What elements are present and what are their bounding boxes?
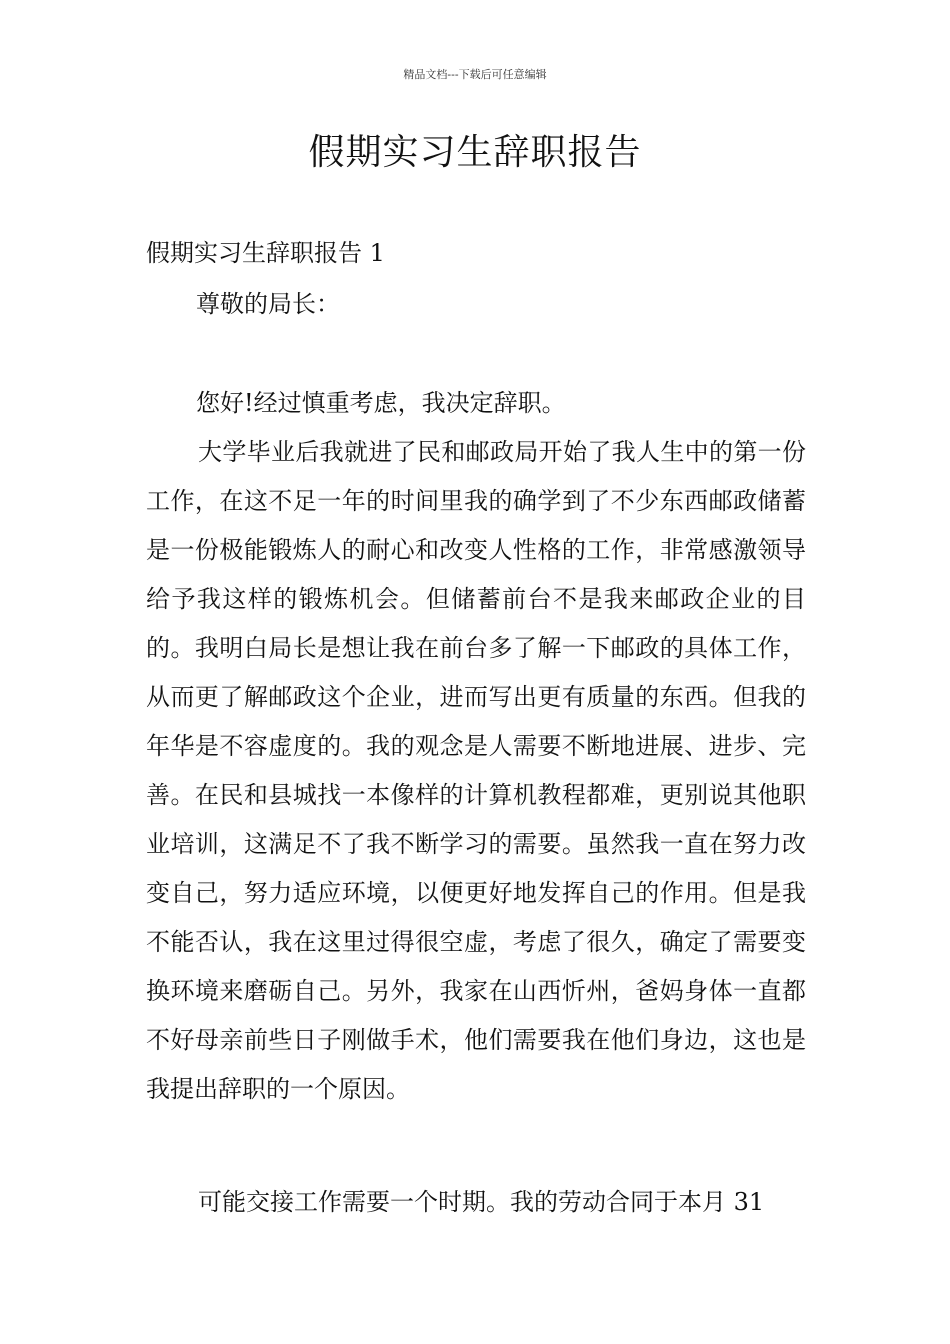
body-paragraph: 大学毕业后我就进了民和邮政局开始了我人生中的第一份工作，在这不足一年的时间里我的确学到了不少东西邮政储蓄是一份极能锻炼人的耐心和改变人性格的工作，非常感激领导给予我这样的锻炼机会。但储蓄前台不是我来邮政企业的目的。我明白局长是想让我在前台多了解一下邮政的具体工作，从而更了解邮政这个企业，进而写出更有质量的东西。但我的年华是不容虚度的。我的观念是人需要不断地进展、进步、完善。在民和县城找一本像样的计算机教程都难，更别说其他职业培训，这满足不了我不断学习的需要。虽然我一直在努力改变自己，努力适应环境，以便更好地发挥自己的作用。但是我不能否认，我在这里过得很空虚，考虑了很久，确定了需要变换环境来磨砺自己。另外，我家在山西忻州，爸妈身体一直都不好母亲前些日子刚做手术，他们需要我在他们身边，这也是我提出辞职的一个原因。	[146, 438, 806, 1103]
section-heading: 假期实习生辞职报告 1	[146, 239, 385, 267]
header-note: 精品文档---下载后可任意编辑	[403, 68, 547, 81]
body-paragraph: 可能交接工作需要一个时期。我的劳动合同于本月 31	[198, 1188, 765, 1216]
salutation: 尊敬的局长：	[196, 290, 340, 318]
document-title: 假期实习生辞职报告	[308, 132, 642, 173]
greeting-line: 您好!经过慎重考虑，我决定辞职。	[196, 389, 566, 417]
